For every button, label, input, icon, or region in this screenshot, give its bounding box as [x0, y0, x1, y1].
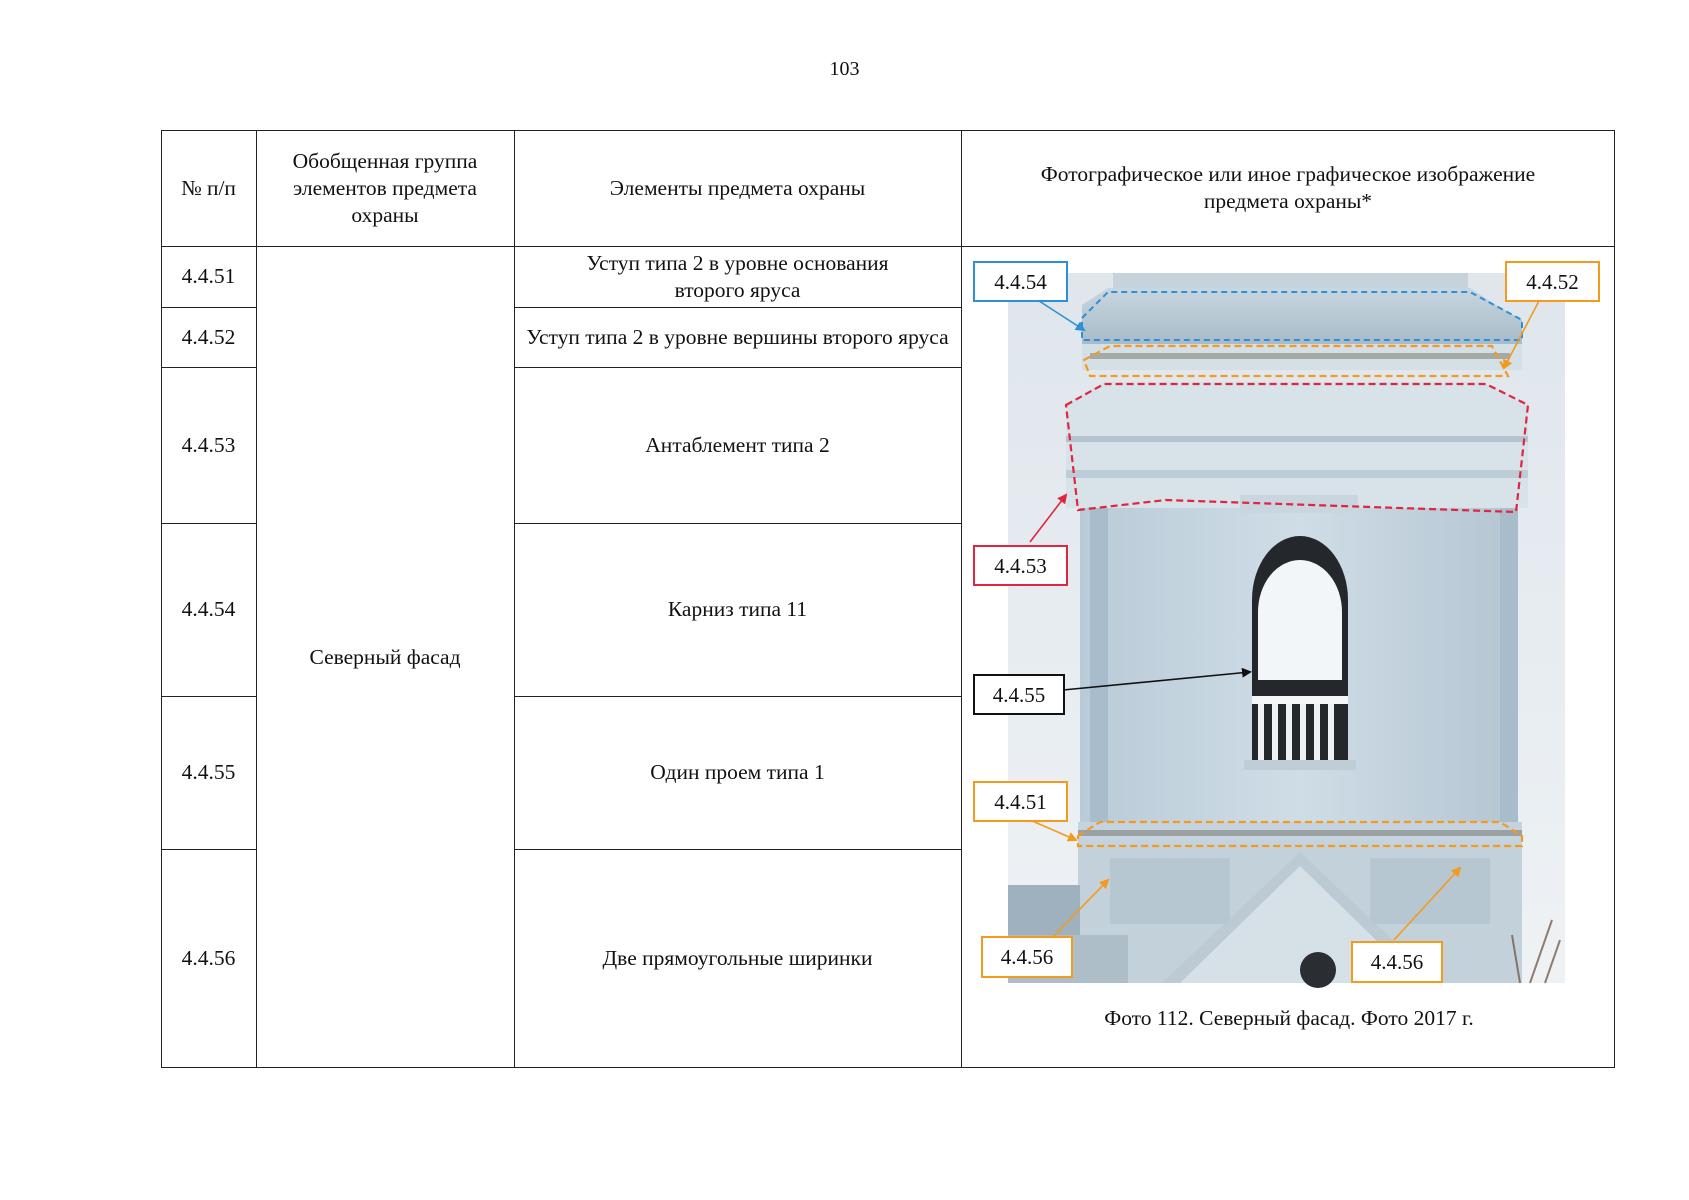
- sill: [1244, 760, 1356, 770]
- row-num: 4.4.53: [181, 432, 236, 457]
- row-element: Уступ типа 2 в уровне основания второго яруса: [586, 250, 889, 302]
- page-number: 103: [829, 58, 860, 80]
- callout-label: 4.4.56: [1000, 945, 1054, 969]
- callout-4-4-54: [974, 262, 1067, 301]
- row-element: Антаблемент типа 2: [645, 432, 830, 457]
- row-element: Карниз типа 11: [667, 597, 808, 621]
- row-num: 4.4.56: [181, 946, 236, 970]
- header-num: № п/п: [181, 175, 236, 200]
- col-divider: [961, 130, 962, 1068]
- row-element: Один проем типа 1: [650, 760, 825, 784]
- entablature-band: [1066, 436, 1528, 442]
- arch-sky-through: [1258, 560, 1342, 680]
- callout-4-4-53: [974, 546, 1067, 585]
- header-elements: Элементы предмета охраны: [609, 175, 866, 200]
- row-num: 4.4.51: [181, 264, 236, 288]
- header-group: Обобщенная группа элементов предмета охраны: [292, 148, 478, 227]
- bell-tower-photo: [963, 248, 1615, 992]
- recessed-panel: [1370, 858, 1490, 924]
- callout-label: 4.4.52: [1526, 270, 1579, 294]
- upper-step-stain: [1090, 353, 1510, 359]
- lower-step-stain: [1078, 830, 1522, 836]
- callout-4-4-55: [974, 675, 1064, 714]
- group-value: Северный фасад: [309, 644, 461, 669]
- balustrade-rail: [1252, 696, 1348, 704]
- callout-label: 4.4.54: [994, 270, 1047, 294]
- row-num: 4.4.52: [181, 324, 236, 349]
- callout-label: 4.4.55: [992, 683, 1046, 707]
- recessed-panel: [1110, 858, 1230, 924]
- round-window: [1300, 952, 1336, 988]
- callout-label: 4.4.51: [994, 790, 1047, 814]
- row-element: Уступ типа 2 в уровне вершины второго яруса: [526, 324, 949, 349]
- callout-label: 4.4.56: [1370, 950, 1424, 974]
- header-photo: Фотографическое или иное графическое изображение предмета охраны*: [1040, 162, 1536, 213]
- callout-4-4-52: [1506, 262, 1599, 301]
- row-element: Две прямоугольные ширинки: [602, 946, 873, 970]
- callout-label: 4.4.53: [994, 554, 1047, 578]
- row-num: 4.4.55: [181, 760, 236, 784]
- row-num: 4.4.54: [181, 597, 236, 621]
- photo-caption: Фото 112. Северный фасад. Фото 2017 г.: [1104, 1006, 1474, 1030]
- callout-4-4-56-left: [982, 937, 1072, 977]
- pilaster: [1090, 508, 1108, 828]
- pilaster: [1500, 508, 1518, 828]
- callout-4-4-51: [974, 782, 1067, 821]
- callout-4-4-56-right: [1352, 942, 1442, 982]
- entablature: [1066, 382, 1528, 508]
- entablature-band: [1066, 470, 1528, 478]
